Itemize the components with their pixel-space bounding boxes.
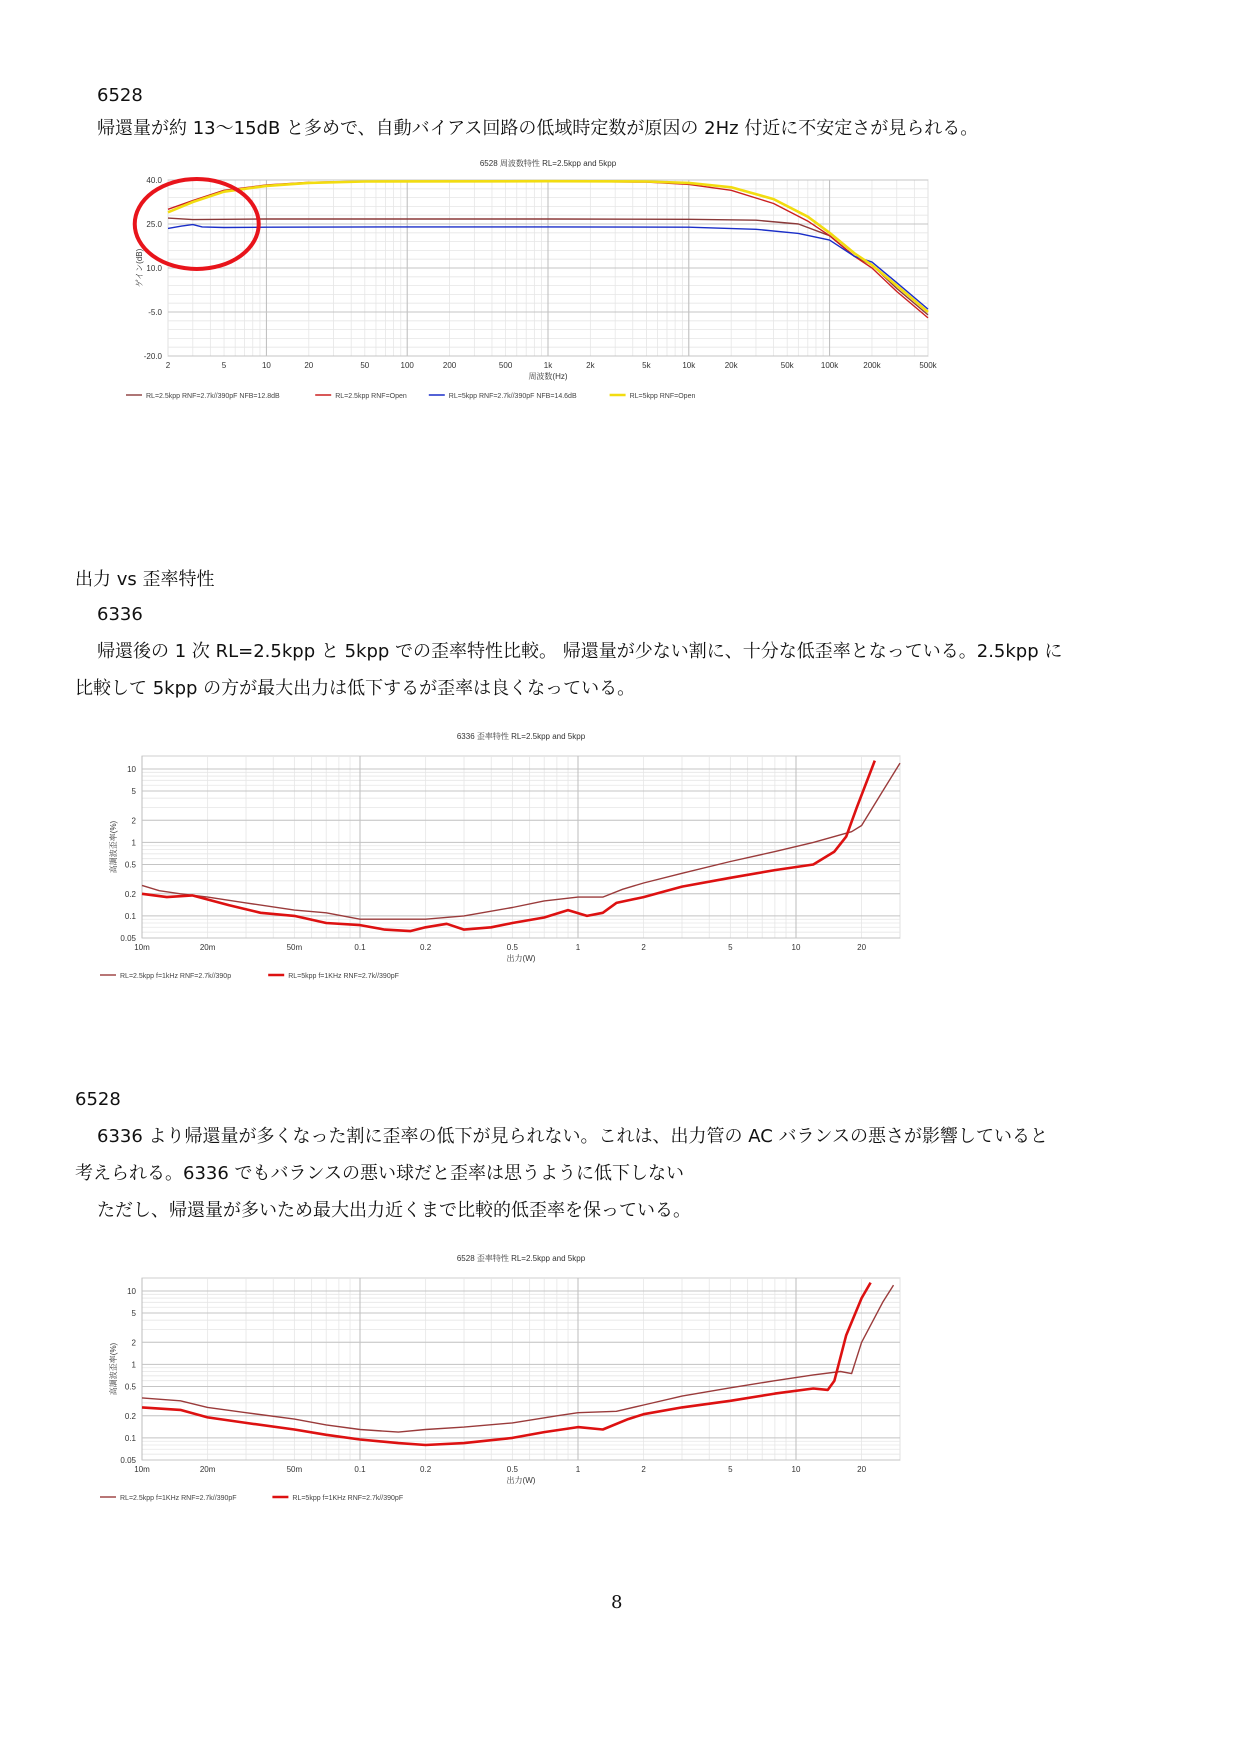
x-tick-label: 10k	[682, 361, 696, 370]
x-tick-label: 10	[791, 1465, 801, 1474]
y-tick-label: 40.0	[146, 176, 162, 185]
y-tick-label: 0.2	[124, 889, 136, 899]
x-tick-label: 500	[498, 361, 513, 370]
x-tick-label: 20k	[724, 361, 738, 370]
x-tick-label: 100	[400, 361, 414, 370]
x-tick-label: 50m	[286, 943, 303, 952]
y-axis-label: ゲイン(dB)	[135, 248, 144, 288]
legend-label-1: RL=2.5kpp RNF=2.7k//390pF NFB=12.8dB	[146, 393, 280, 400]
x-tick-label: 20m	[199, 943, 216, 952]
x-tick-label: 1k	[543, 361, 553, 370]
distortion-chart-6336	[110, 730, 1040, 1020]
y-tick-label: 2	[131, 1338, 136, 1348]
paragraph-6336-line1: 帰還後の 1 次 RL=2.5kpp と 5kpp での歪率特性比較。 帰還量が少ない割に、十分な低歪率となっている。2.5kpp に	[97, 641, 1063, 662]
paragraph-6528-line2: 考えられる。6336 でもバランスの悪い球だと歪率は思うように低下しない	[75, 1163, 684, 1184]
x-tick-label: 1	[575, 943, 581, 952]
page-number: 8	[611, 1592, 623, 1613]
x-tick-label: 2	[641, 1465, 646, 1474]
x-tick-label: 10m	[134, 1465, 150, 1474]
y-tick-label: -20.0	[143, 352, 162, 361]
y-tick-label: 0.1	[124, 1433, 136, 1443]
y-axis-label: 高調波歪率(%)	[109, 1342, 118, 1396]
y-tick-label: 1	[131, 838, 136, 848]
y-tick-label: 10	[127, 764, 136, 774]
y-tick-label: 2	[131, 816, 136, 826]
legend-label-2: RL=2.5kpp RNF=Open	[335, 393, 407, 400]
x-tick-label: 20m	[199, 1465, 216, 1474]
x-axis-label: 出力(W)	[506, 954, 536, 963]
x-tick-label: 10	[791, 943, 801, 952]
legend-label-2: RL=5kpp f=1KHz RNF=2.7k//390pF	[288, 973, 399, 980]
y-tick-label: 10	[127, 1286, 136, 1296]
x-tick-label: 200	[442, 361, 457, 370]
x-tick-label: 50	[360, 361, 370, 370]
x-tick-label: 2	[641, 943, 646, 952]
y-tick-label: 0.05	[120, 1456, 136, 1465]
y-tick-label: 10.0	[146, 264, 162, 273]
x-tick-label: 2	[165, 361, 171, 370]
legend-label-4: RL=5kpp RNF=Open	[629, 393, 696, 400]
y-tick-label: 0.2	[124, 1411, 136, 1421]
paragraph-6528-summary: 帰還量が約 13～15dB と多めで、自動バイアス回路の低域時定数が原因の 2Hz 付近に不安定さが見られる。	[97, 118, 979, 139]
chart-title: 6528 周波数特性 RL=2.5kpp and 5kpp	[479, 159, 617, 168]
x-axis-label: 周波数(Hz)	[528, 372, 568, 381]
y-tick-label: 0.05	[120, 934, 136, 943]
x-tick-label: 0.1	[354, 1465, 366, 1474]
y-tick-label: 5	[131, 1309, 136, 1319]
x-tick-label: 100k	[820, 361, 839, 370]
section-heading-6528-distortion: 6528	[75, 1089, 121, 1110]
y-tick-label: 0.1	[124, 911, 136, 921]
legend-label-2: RL=5kpp f=1KHz RNF=2.7k//390pF	[292, 1495, 404, 1502]
y-tick-label: 1	[131, 1360, 136, 1370]
x-tick-label: 0.1	[354, 943, 366, 952]
x-tick-label: 2k	[586, 361, 595, 370]
x-tick-label: 0.5	[506, 943, 518, 952]
x-tick-label: 10	[261, 361, 271, 370]
x-tick-label: 20	[857, 943, 867, 952]
x-tick-label: 5	[728, 1465, 733, 1474]
chart-title: 6528 歪率特性 RL=2.5kpp and 5kpp	[456, 1254, 586, 1263]
x-tick-label: 0.2	[420, 1465, 432, 1474]
x-tick-label: 5k	[642, 361, 651, 370]
chart-title: 6336 歪率特性 RL=2.5kpp and 5kpp	[456, 732, 586, 741]
x-tick-label: 500k	[919, 361, 937, 370]
x-tick-label: 1	[575, 1465, 581, 1474]
y-axis-label: 高調波歪率(%)	[109, 820, 118, 874]
y-tick-label: -5.0	[148, 308, 162, 317]
section-heading-6528: 6528	[97, 85, 143, 106]
x-tick-label: 200k	[863, 361, 881, 370]
x-axis-label: 出力(W)	[506, 1476, 536, 1485]
legend-label-3: RL=5kpp RNF=2.7k//390pF NFB=14.6dB	[448, 393, 577, 400]
x-tick-label: 0.5	[506, 1465, 518, 1474]
y-tick-label: 0.5	[124, 860, 136, 870]
y-tick-label: 25.0	[146, 220, 162, 229]
x-tick-label: 0.2	[420, 943, 432, 952]
x-tick-label: 5	[728, 943, 733, 952]
section-heading-output-vs-distortion: 出力 vs 歪率特性	[75, 569, 215, 590]
paragraph-6528-line3: ただし、帰還量が多いため最大出力近くまで比較的低歪率を保っている。	[97, 1200, 691, 1221]
y-tick-label: 0.5	[124, 1382, 136, 1392]
frequency-response-chart	[110, 158, 1040, 458]
x-tick-label: 20	[857, 1465, 867, 1474]
x-tick-label: 50k	[780, 361, 794, 370]
legend-label-1: RL=2.5kpp f=1KHz RNF=2.7k//390pF	[120, 1495, 237, 1502]
x-tick-label: 5	[221, 361, 227, 370]
x-tick-label: 10m	[134, 943, 150, 952]
x-tick-label: 20	[304, 361, 314, 370]
distortion-chart-6528	[110, 1252, 1040, 1542]
section-subheading-6336: 6336	[97, 604, 143, 625]
paragraph-6528-line1: 6336 より帰還量が多くなった割に歪率の低下が見られない。これは、出力管の AC バランスの悪さが影響していると	[97, 1126, 1048, 1147]
paragraph-6336-line2: 比較して 5kpp の方が最大出力は低下するが歪率は良くなっている。	[75, 678, 636, 699]
y-tick-label: 5	[131, 787, 136, 797]
x-tick-label: 50m	[286, 1465, 303, 1474]
legend-label-1: RL=2.5kpp f=1kHz RNF=2.7k//390p	[120, 973, 232, 980]
